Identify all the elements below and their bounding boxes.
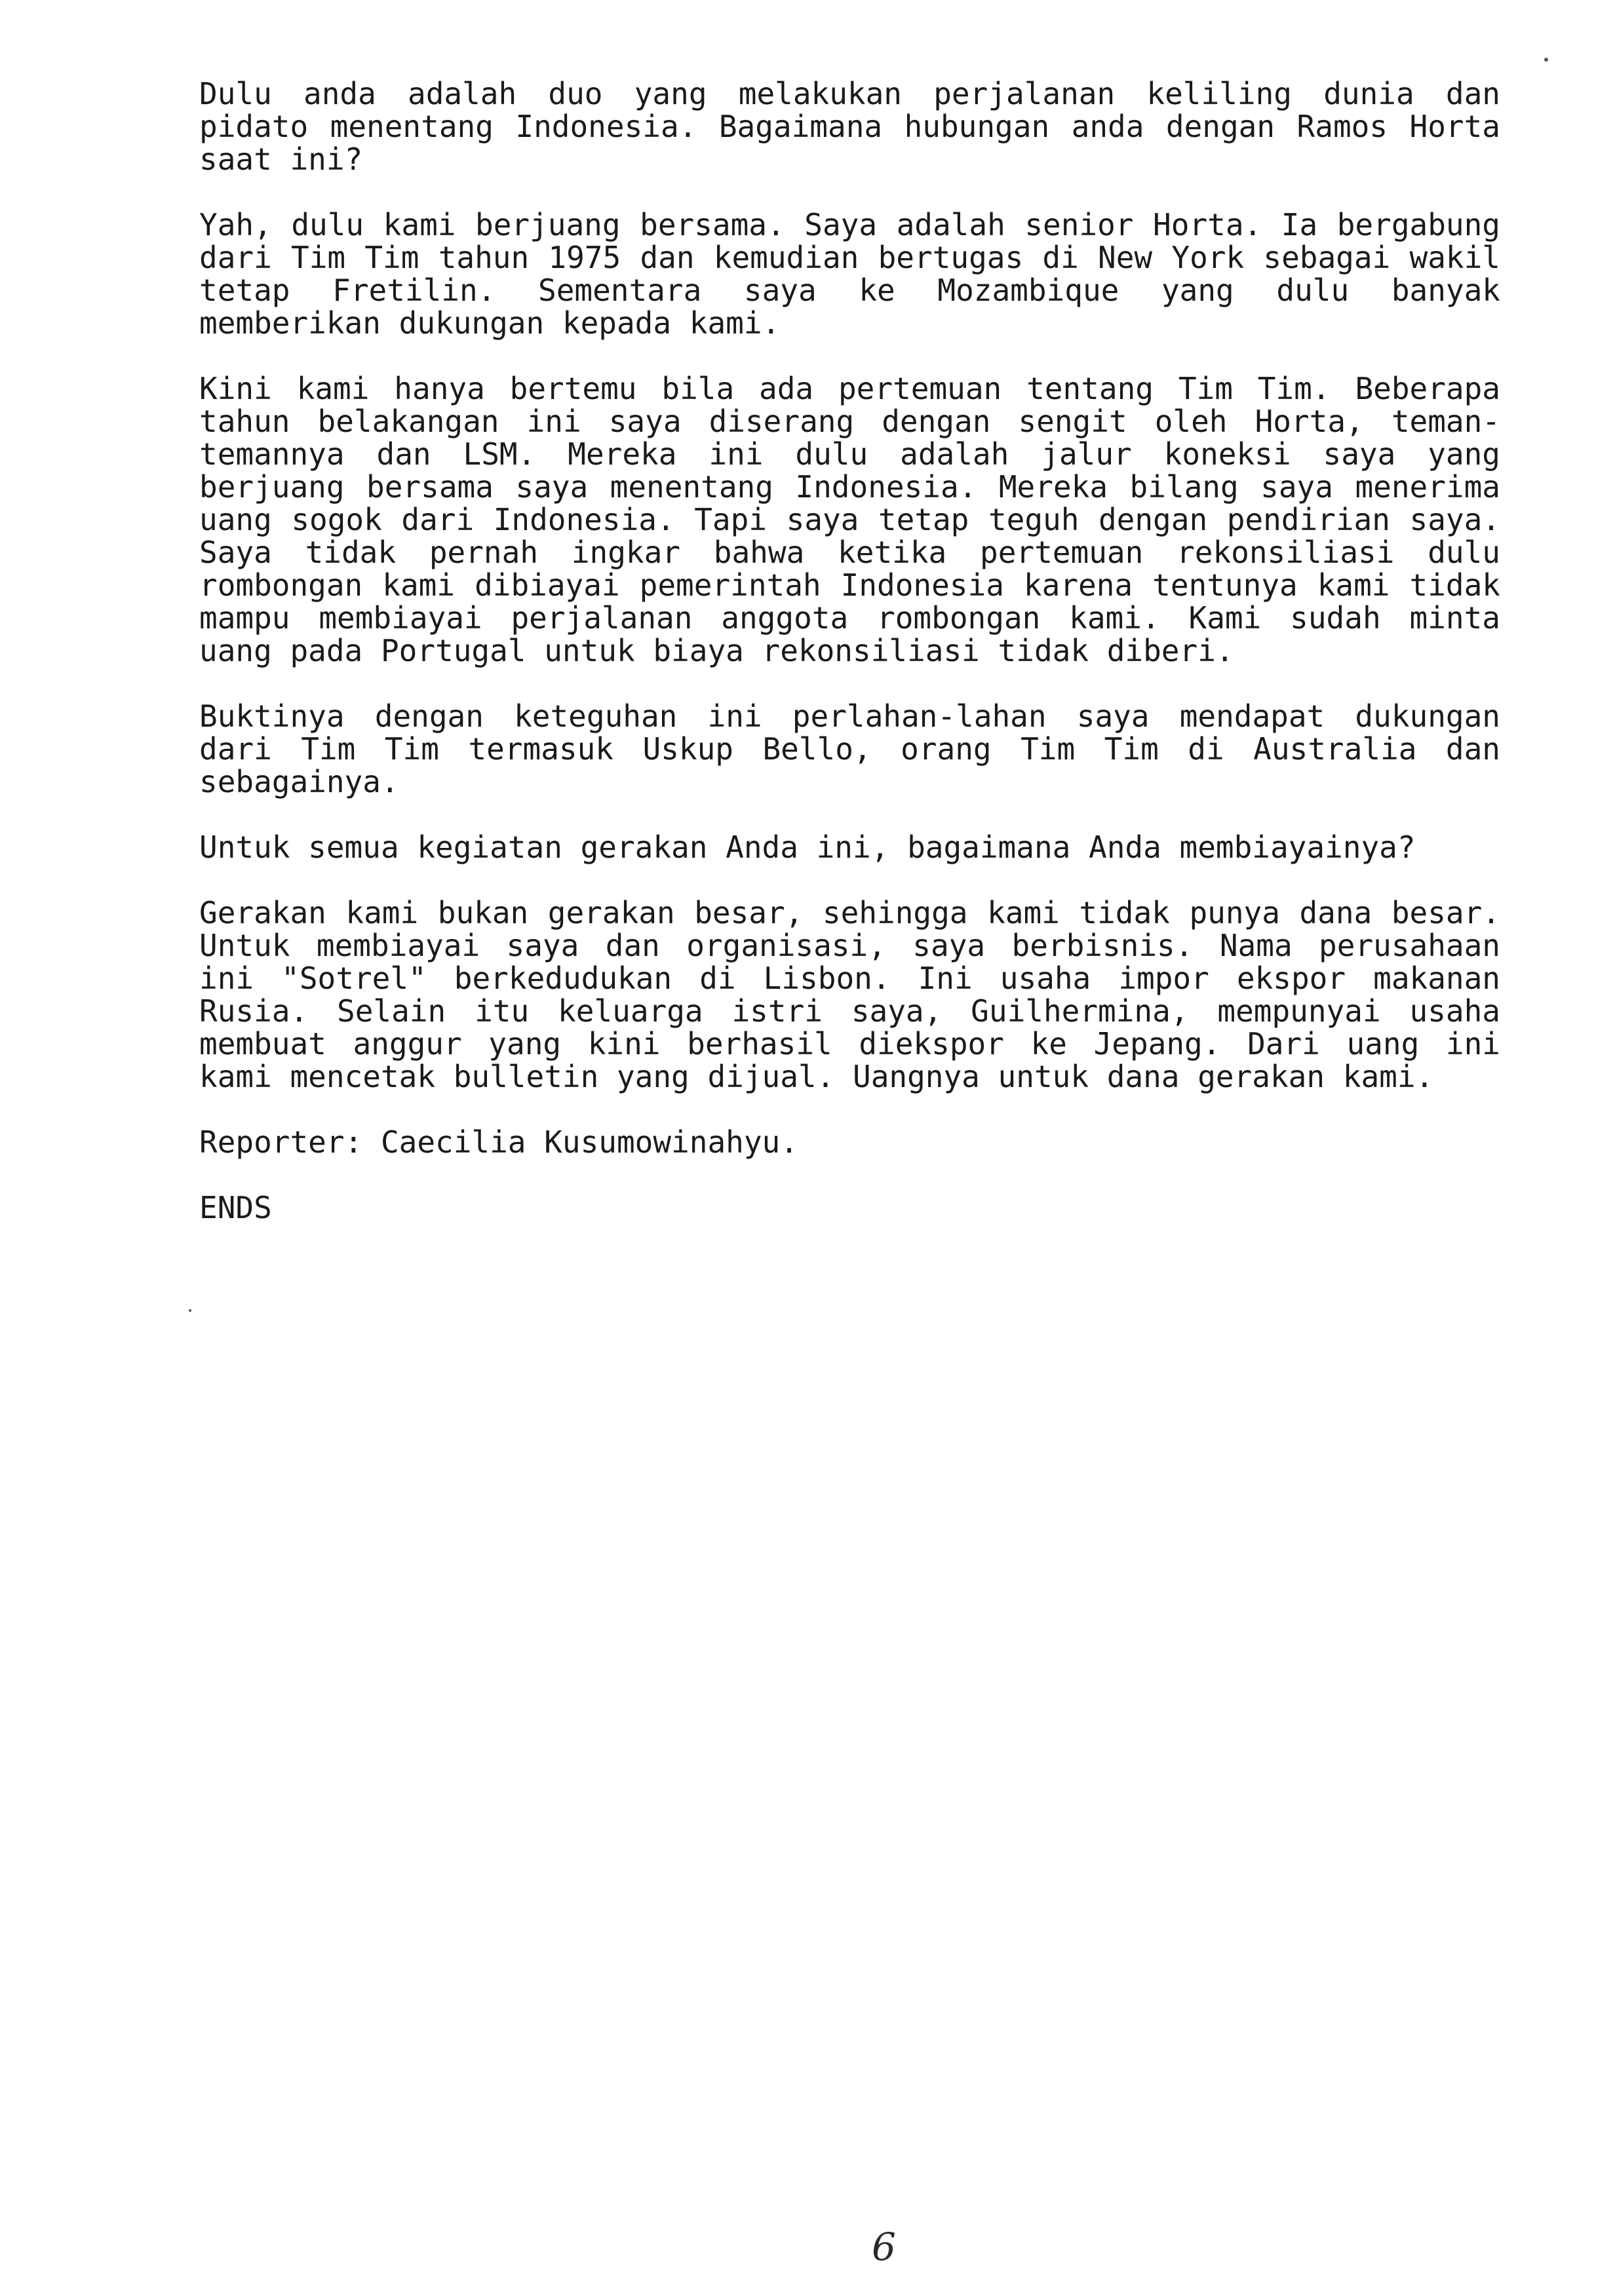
reporter-line: Reporter: Caecilia Kusumowinahyu.: [199, 1124, 798, 1160]
paragraph-question-2: Untuk semua kegiatan gerakan Anda ini, bagaimana Anda membiayainya?: [199, 830, 1416, 865]
ends-marker: ENDS: [199, 1190, 272, 1225]
paragraph-answer-3: Buktinya dengan keteguhan ini perlahan-lahan saya mendapat dukungan dari Tim Tim termasuk Uskup Bello, orang Tim Tim di Australia dan sebagainya.: [199, 698, 1500, 799]
page-number: 6: [872, 2225, 896, 2269]
scan-speck: [189, 1309, 191, 1312]
paragraph-answer-4: Gerakan kami bukan gerakan besar, sehingga kami tidak punya dana besar. Untuk membiayai saya dan organisasi, saya berbisnis. Nama perusahaan ini "Sotrel" berkedudukan di Lisbon. Ini usaha impor ekspor makanan Rusia. Selain itu keluarga istri saya, Guilhermina, mempunyai usaha membuat anggur yang kini berhasil diekspor ke Jepang. Dari uang ini kami mencetak bulletin yang dijual. Uangnya untuk dana gerakan kami.: [199, 895, 1500, 1094]
paragraph-answer-1: Yah, dulu kami berjuang bersama. Saya adalah senior Horta. Ia bergabung dari Tim Tim tahun 1975 dan kemudian bertugas di New York sebagai wakil tetap Fretilin. Sementara saya ke Mozambique yang dulu banyak memberikan dukungan kepada kami.: [199, 207, 1500, 341]
document-body: [199, 77, 1500, 1257]
paragraph-answer-2: Kini kami hanya bertemu bila ada pertemuan tentang Tim Tim. Beberapa tahun belakangan ini saya diserang dengan sengit oleh Horta, teman-temannya dan LSM. Mereka ini dulu adalah jalur koneksi saya yang berjuang bersama saya menentang Indonesia. Mereka bilang saya menerima uang sogok dari Indonesia. Tapi saya tetap teguh dengan pendirian saya. Saya tidak pernah ingkar bahwa ketika pertemuan rekonsiliasi dulu rombongan kami dibiayai pemerintah Indonesia karena tentunya kami tidak mampu membiayai perjalanan anggota rombongan kami. Kami sudah minta uang pada Portugal untuk biaya rekonsiliasi tidak diberi.: [199, 371, 1500, 668]
scan-speck: [1544, 58, 1548, 62]
paragraph-question-1: Dulu anda adalah duo yang melakukan perjalanan keliling dunia dan pidato menentang Indonesia. Bagaimana hubungan anda dengan Ramos Horta saat ini?: [199, 76, 1500, 177]
